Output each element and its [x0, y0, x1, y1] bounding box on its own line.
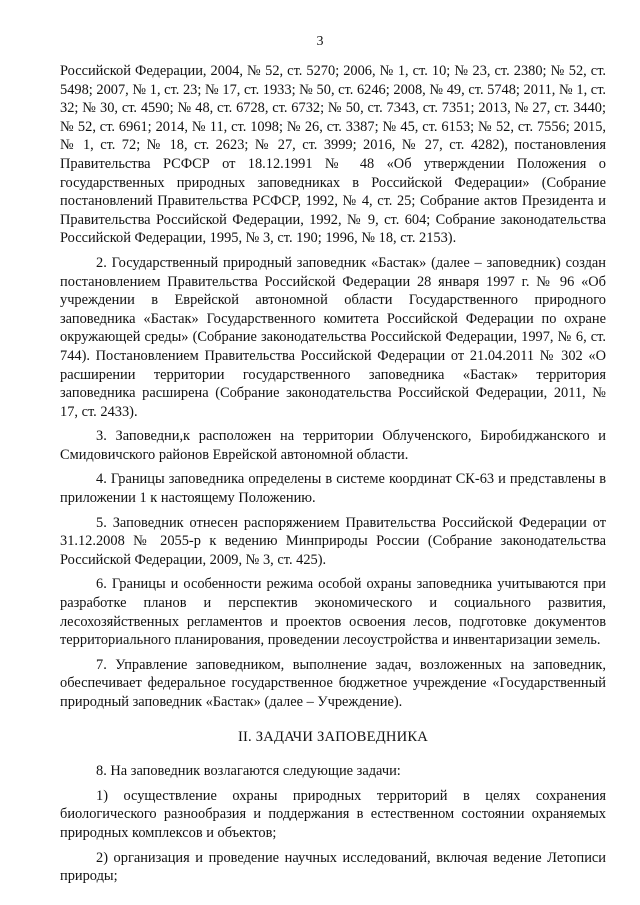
paragraph-2: 2. Государственный природный заповедник «Бастак» (далее – заповедник) создан постановлением Правительства Российской Федерации 28 января 1997 г. № 96 «Об учреждении в Еврейской автономной области Государственного природного заповедника «Бастак» Государственного комитета Российской Федерации по охране окружающей среды» (Собрание законодательства Российской Федерации, 1997, № 6, ст. 744). Постановлением Правительства Российской Федерации от 21.04.2011 № 302 «О расширении территории государственного заповедника «Бастак» территория заповедника расширена (Собрание законодательства Российской Федерации, 2011, № 17, ст. 2433). — [60, 254, 606, 420]
paragraph-6: 6. Границы и особенности режима особой охраны заповедника учитываются при разработке планов и перспектив экономического и социального развития, лесохозяйственных регламентов и проектов освоения лесов, подготовке документов территориального планирования, проведении лесоустройства и инвентаризации земель. — [60, 576, 606, 649]
paragraph-8: 8. На заповедник возлагаются следующие задачи: — [96, 763, 401, 780]
page-number: 3 — [316, 34, 324, 49]
paragraph-continuation: Российской Федерации, 2004, № 52, ст. 5270; 2006, № 1, ст. 10; № 23, ст. 2380; № 52, ст. 5498; 2007, № 1, ст. 23; № 17, ст. 1933; № 50, ст. 6246; 2008, № 49, ст. 5748; 2011, № 1, ст. 32; № 30, ст. 4590; № 48, ст. 6728, ст. 6732; № 50, ст. 7343, ст. 7351; 2013, № 27, ст. 3440; № 52, ст. 6961; 2014, № 11, ст. 1098; № 26, ст. 3387; № 45, ст. 6153; № 52, ст. 7556; 2015, № 1, ст. 72; № 18, ст. 2623; № 27, ст. 3999; 2016, № 27, ст. 4282), постановления Правительства РСФСР от 18.12.1991 № 48 «Об утверждении Положения о государственных природных заповедниках в Российской Федерации» (Собрание постановлений Правительства РСФСР, 1992, № 4, ст. 25; Собрание актов Президента и Правительства Российской Федерации, 1992, № 9, ст. 604; Собрание законодательства Российской Федерации, 1995, № 3, ст. 190; 1996, № 18, ст. 2153). — [60, 63, 606, 247]
task-item-2: 2) организация и проведение научных исследований, включая ведение Летописи природы; — [60, 849, 606, 885]
paragraph-3: 3. Заповедни,к расположен на территории Облученского, Биробиджанского и Смидовичского районов Еврейской автономной области. — [60, 428, 606, 463]
paragraph-4: 4. Границы заповедника определены в системе координат СК-63 и представлены в приложении 1 к настоящему Положению. — [60, 471, 606, 507]
document-body — [60, 62, 606, 886]
paragraph-5: 5. Заповедник отнесен распоряжением Правительства Российской Федерации от 31.12.2008 № 2055-р к ведению Минприроды России (Собрание законодательства Российской Федерации, 2009, № 3, ст. 425). — [60, 514, 606, 568]
paragraph-7: 7. Управление заповедником, выполнение задач, возложенных на заповедник, обеспечивает федеральное государственное бюджетное учреждение «Государственный природный заповедник «Бастак» (далее – Учреждение). — [60, 656, 606, 710]
section-heading: II. ЗАДАЧИ ЗАПОВЕДНИКА — [237, 728, 429, 745]
task-item-1: 1) осуществление охраны природных территорий в целях сохранения биологического разнообразия и поддержания в естественном состоянии охраняемых природных комплексов и объектов; — [60, 787, 606, 841]
